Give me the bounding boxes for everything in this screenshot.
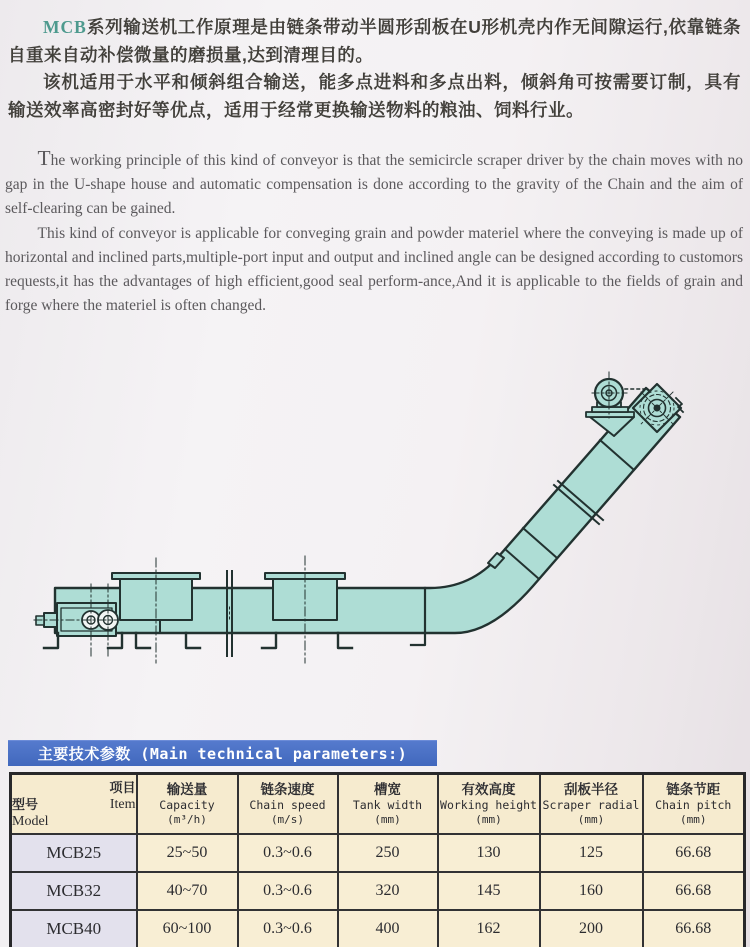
table-row: [11, 834, 745, 872]
table-row: [11, 910, 745, 947]
col-header-chain-pitch: 链条节距 Chain pitch (mm): [643, 774, 745, 835]
tank-width-cell: 250: [338, 834, 438, 872]
section-title: 主要技术参数 (Main technical parameters:): [37, 744, 408, 763]
scraper-radial-cell: 200: [540, 910, 643, 947]
col-header-working-height: 有效高度 Working height (mm): [438, 774, 540, 835]
chain-speed-cell: 0.3~0.6: [238, 910, 338, 947]
cn-paragraph-1-text: 系列输送机工作原理是由链条带动半圆形刮板在U形机壳内作无间隙运行,依靠链条自重来自动补偿微量的磨损量,达到清理目的。: [8, 17, 741, 65]
model-cell: MCB40: [11, 910, 137, 947]
working-height-cell: 145: [438, 872, 540, 910]
parameters-table: [9, 772, 746, 947]
col-header-scraper-radial: 刮板半径 Scraper radial (mm): [540, 774, 643, 835]
scraper-radial-cell: 160: [540, 872, 643, 910]
table-header-row: [11, 774, 745, 835]
chain-speed-cell: 0.3~0.6: [238, 872, 338, 910]
model-cell: MCB32: [11, 872, 137, 910]
table-corner-cell: [11, 774, 137, 835]
capacity-cell: 40~70: [137, 872, 238, 910]
english-intro: [5, 146, 743, 318]
cn-paragraph-2: 该机适用于水平和倾斜组合输送，能多点进料和多点出料，倾斜角可按需要订制，具有输送效率高密封好等优点，适用于经常更换输送物料的粮油、饲料行业。: [8, 72, 741, 120]
tank-width-cell: 400: [338, 910, 438, 947]
chain-pitch-cell: 66.68: [643, 872, 745, 910]
corner-item-cn: 项目: [109, 779, 136, 795]
col-header-chain-speed: 链条速度 Chain speed (m/s): [238, 774, 338, 835]
conveyor-diagram: [0, 360, 750, 680]
col-header-capacity: 输送量 Capacity (m³/h): [137, 774, 238, 835]
en-paragraph-2: This kind of conveyor is applicable for conveging grain and powder materiel where the conveying is made up of horizontal and inclined parts,multiple-port input and output and inclined angle can be designed according to customors requests,it has the advantages of high efficient,good seal perform-ance,And it is applicable to the fields of grain and forge where the materiel is often changed.: [5, 224, 743, 315]
chain-pitch-cell: 66.68: [643, 910, 745, 947]
corner-model-cn: 型号: [12, 796, 39, 812]
series-code: MCB: [43, 17, 87, 37]
cn-paragraph-1: [8, 14, 741, 69]
capacity-cell: 60~100: [137, 910, 238, 947]
en-paragraph-1: The working principle of this kind of conveyor is that the semicircle scraper driver by the chain moves with no gap in the U-shape house and automatic compensation is done according to the gravity of the Chain and the aim of self-clearing can be gained.: [5, 146, 743, 218]
working-height-cell: 162: [438, 910, 540, 947]
corner-item-en: Item: [109, 796, 136, 812]
model-cell: MCB25: [11, 834, 137, 872]
capacity-cell: 25~50: [137, 834, 238, 872]
table-row: [11, 872, 745, 910]
working-height-cell: 130: [438, 834, 540, 872]
duct-flange-joint: [227, 571, 232, 656]
tank-width-cell: 320: [338, 872, 438, 910]
corner-model-en: Model: [12, 813, 49, 829]
section-title-bar: [8, 740, 437, 766]
scraper-radial-cell: 125: [540, 834, 643, 872]
chain-pitch-cell: 66.68: [643, 834, 745, 872]
col-header-tank-width: 槽宽 Tank width (mm): [338, 774, 438, 835]
chinese-intro: [8, 14, 741, 124]
conveyor-drawing-svg: [0, 360, 750, 680]
chain-speed-cell: 0.3~0.6: [238, 834, 338, 872]
